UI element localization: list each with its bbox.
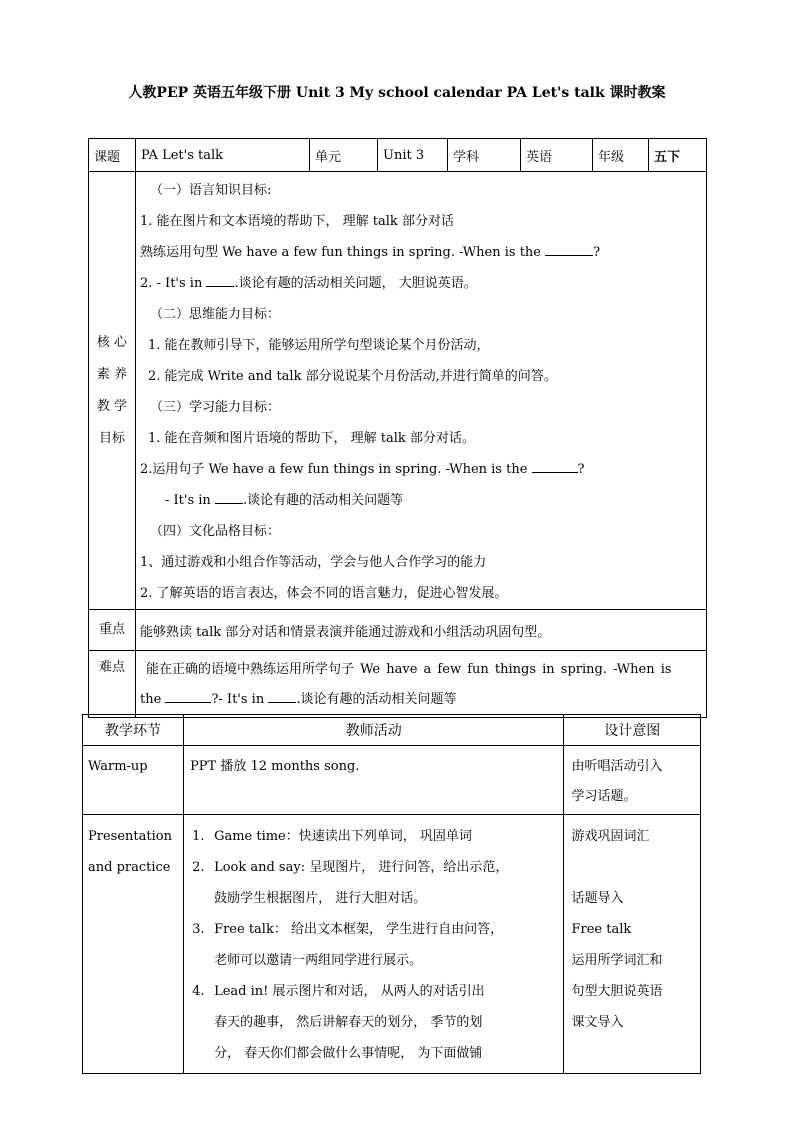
intent-text: 句型大胆说英语 xyxy=(571,984,663,999)
objective-text: ? xyxy=(593,245,601,260)
grade-label: 年级 xyxy=(593,139,649,172)
intent-header: 设计意图 xyxy=(564,715,701,746)
warmup-activity xyxy=(184,746,564,815)
objective-text: 熟练运用句型 We have a few fun things in spring. -When is the xyxy=(140,245,541,260)
fill-blank xyxy=(215,491,243,504)
step-number: 3. xyxy=(192,922,205,937)
step-text: 春天的趣事， 然后讲解春天的划分， 季节的划 xyxy=(214,1015,483,1030)
step-number: 2. xyxy=(192,860,205,875)
objective-text: 2.运用句子 We have a few fun things in spring. -When is the xyxy=(140,462,528,477)
step-text: Free talk： 给出文本框架， 学生进行自由问答， xyxy=(214,922,504,937)
step-text: Game time：快速读出下列单词， 巩固单词 xyxy=(214,829,472,844)
objective-line: 1、通过游戏和小组合作等活动，学会与他人合作学习的能力 xyxy=(140,555,487,570)
subject-value: 英语 xyxy=(521,139,593,172)
key-point-label: 重点 xyxy=(89,610,136,651)
stage-text: Warm-up xyxy=(88,759,148,774)
activity-header: 教师活动 xyxy=(184,715,564,746)
presentation-stage xyxy=(83,815,184,1074)
objective-text: .谈论有趣的活动相关问题等 xyxy=(242,493,404,508)
activity-steps xyxy=(184,821,563,1069)
objectives-label-line: 核 心 xyxy=(96,334,128,350)
warmup-row xyxy=(83,746,701,815)
lesson-header-row xyxy=(89,139,707,172)
difficulty-text: ?- It's in xyxy=(211,692,265,707)
unit-value: Unit 3 xyxy=(378,139,448,172)
warmup-intent xyxy=(564,746,701,815)
activity-step xyxy=(192,852,563,914)
objectives-label-line: 目标 xyxy=(98,430,125,446)
difficulty-text: the xyxy=(140,692,162,707)
difficulty-content xyxy=(136,651,707,718)
step-text: Lead in! 展示图片和对话， 从两人的对话引出 xyxy=(214,984,485,999)
activity-step xyxy=(192,976,563,1069)
stage-text: and practice xyxy=(88,860,171,875)
objective-line: 2. 了解英语的语言表达，体会不同的语言魅力，促进心智发展。 xyxy=(140,586,508,601)
objective-heading: （四）文化品格目标： xyxy=(150,524,281,539)
intent-text: 运用所学词汇和 xyxy=(571,953,663,968)
objectives-label-line: 素 养 xyxy=(96,366,128,382)
objective-line xyxy=(140,454,702,485)
objectives-label xyxy=(89,172,136,610)
warmup-stage xyxy=(83,746,184,815)
objectives-label-line: 教 学 xyxy=(96,398,128,414)
lesson-value: PA Let's talk xyxy=(136,139,310,172)
presentation-activity xyxy=(184,815,564,1074)
fill-blank xyxy=(268,690,296,703)
stage-header: 教学环节 xyxy=(83,715,184,746)
difficulty-label: 难点 xyxy=(89,651,136,718)
objective-text: .谈论有趣的活动相关问题， 大胆说英语。 xyxy=(234,276,477,291)
objective-line: 1. 能在音频和图片语境的帮助下， 理解 talk 部分对话。 xyxy=(148,431,475,446)
lesson-info-table xyxy=(88,138,707,718)
objectives-content xyxy=(136,172,707,610)
objective-text: 2. - It's in xyxy=(140,276,203,291)
presentation-row xyxy=(83,815,701,1074)
objective-line xyxy=(140,268,702,299)
page-title: 人教PEP 英语五年级下册 Unit 3 My school calendar PA Let's talk 课时教案 xyxy=(128,85,666,101)
activity-step xyxy=(192,914,563,976)
intent-text xyxy=(571,852,700,883)
intent-text: 学习话题。 xyxy=(571,789,637,804)
unit-label: 单元 xyxy=(310,139,378,172)
objective-text: - It's in xyxy=(165,493,211,508)
objective-line: 1. 能在教师引导下，能够运用所学句型谈论某个月份活动， xyxy=(148,338,490,353)
objective-line: 1. 能在图片和文本语境的帮助下， 理解 talk 部分对话 xyxy=(140,214,454,229)
presentation-intent xyxy=(564,815,701,1074)
objective-line xyxy=(140,485,702,516)
teaching-process-table xyxy=(82,714,701,1074)
grade-value: 五下 xyxy=(649,139,707,172)
difficulty-text: .谈论有趣的活动相关问题等 xyxy=(296,692,457,707)
objectives-row xyxy=(89,172,707,610)
stage-text: Presentation xyxy=(88,829,172,844)
process-header-row xyxy=(83,715,701,746)
difficulty-row xyxy=(89,651,707,718)
objective-text: ? xyxy=(577,462,585,477)
key-point-row xyxy=(89,610,707,651)
objective-line xyxy=(140,237,702,268)
step-text: 老师可以邀请一两组同学进行展示。 xyxy=(214,953,423,968)
activity-step xyxy=(192,821,563,852)
objective-line: 2. 能完成 Write and talk 部分说说某个月份活动,并进行简单的问答。 xyxy=(148,369,557,384)
difficulty-line: 能在正确的语境中熟练运用所学句子 We have a few fun things in spring. -When is xyxy=(146,662,672,677)
objective-heading: （三）学习能力目标： xyxy=(150,400,281,415)
activity-text: PPT 播放 12 months song. xyxy=(190,759,360,774)
step-text: 鼓励学生根据图片， 进行大胆对话。 xyxy=(214,891,427,906)
step-text: Look and say: 呈现图片， 进行问答，给出示范， xyxy=(214,860,509,875)
fill-blank xyxy=(532,460,578,473)
step-number: 1. xyxy=(192,829,205,844)
fill-blank xyxy=(206,274,234,287)
intent-text: Free talk xyxy=(571,922,632,937)
difficulty-line xyxy=(140,685,702,715)
fill-blank xyxy=(165,690,211,703)
objective-heading: （一）语言知识目标: xyxy=(150,183,272,198)
intent-text: 课文导入 xyxy=(571,1015,624,1030)
step-number: 4. xyxy=(192,984,205,999)
step-text: 分， 春天你们都会做什么事情呢， 为下面做铺 xyxy=(214,1046,483,1061)
objective-heading: （二）思维能力目标： xyxy=(150,307,281,322)
subject-label: 学科 xyxy=(448,139,521,172)
intent-text: 游戏巩固词汇 xyxy=(571,829,650,844)
intent-text: 话题导入 xyxy=(571,891,624,906)
intent-text: 由听唱活动引入 xyxy=(571,759,663,774)
key-point-text: 能够熟读 talk 部分对话和情景表演并能通过游戏和小组活动巩固句型。 xyxy=(136,610,707,651)
fill-blank xyxy=(545,243,593,256)
lesson-label: 课题 xyxy=(89,139,136,172)
